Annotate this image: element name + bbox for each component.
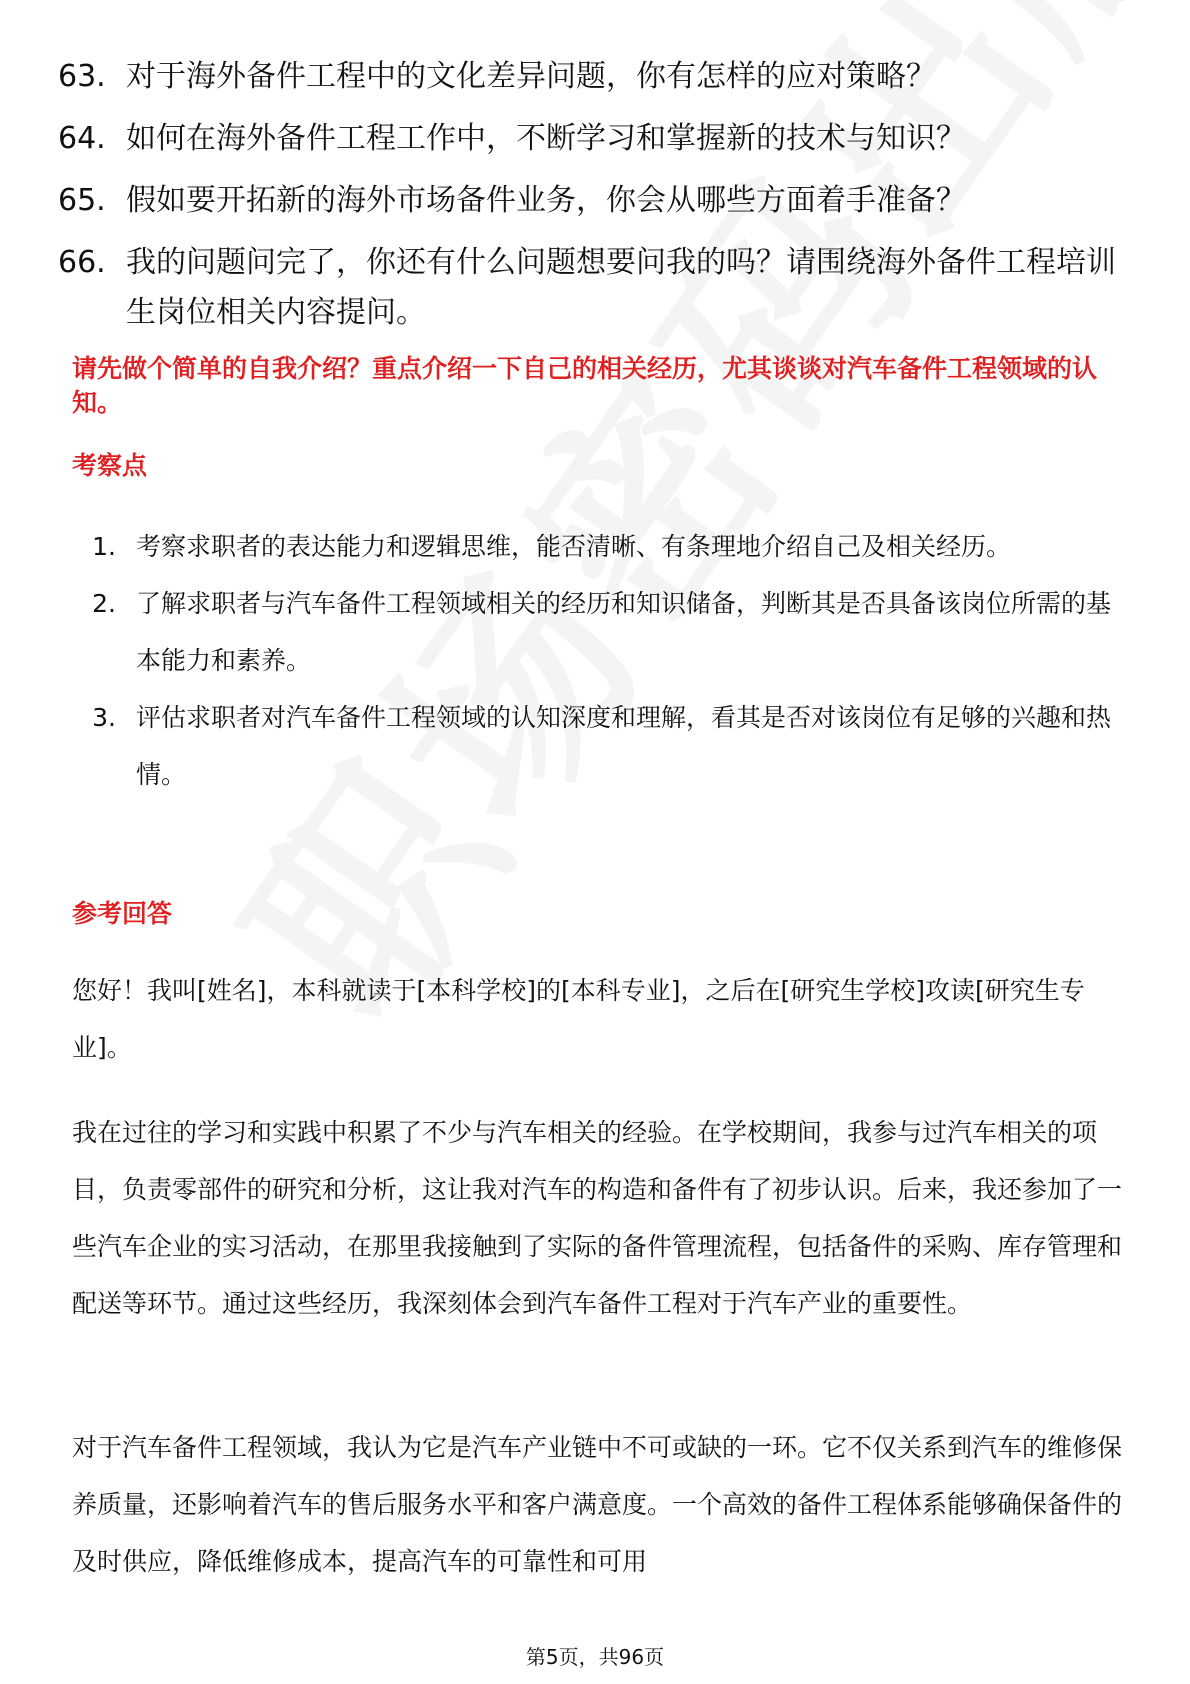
question-text: 如何在海外备件工程工作中，不断学习和掌握新的技术与知识？ — [126, 121, 966, 156]
point-number: 2. — [92, 589, 116, 618]
question-item — [58, 52, 1118, 102]
point-text: 了解求职者与汽车备件工程领域相关的经历和知识储备，判断其是否具备该岗位所需的基本能力和素养。 — [136, 589, 1112, 675]
highlight-question: 请先做个简单的自我介绍？重点介绍一下自己的相关经历，尤其谈谈对汽车备件工程领域的认知。 — [72, 354, 1098, 417]
point-item — [72, 575, 1122, 689]
question-number: 63. — [58, 59, 106, 94]
points-heading: 考察点 — [72, 451, 148, 480]
question-number: 64. — [58, 121, 106, 156]
point-text: 考察求职者的表达能力和逻辑思维，能否清晰、有条理地介绍自己及相关经历。 — [136, 532, 1012, 561]
question-list — [58, 52, 1118, 350]
question-number: 66. — [58, 245, 106, 280]
answer-paragraph: 我在过往的学习和实践中积累了不少与汽车相关的经验。在学校期间，我参与过汽车相关的项目，负责零部件的研究和分析，这让我对汽车的构造和备件有了初步认识。后来，我还参加了一些汽车企业的实习活动，在那里我接触到了实际的备件管理流程，包括备件的采购、库存管理和配送等环节。通过这些经历，我深刻体会到汽车备件工程对于汽车产业的重要性。 — [72, 1118, 1123, 1318]
point-text: 评估求职者对汽车备件工程领域的认知深度和理解，看其是否对该岗位有足够的兴趣和热情。 — [136, 703, 1112, 789]
answer-paragraph: 您好！我叫[姓名]，本科就读于[本科学校]的[本科专业]，之后在[研究生学校]攻读[研究生专业]。 — [72, 976, 1085, 1062]
question-item — [58, 176, 1118, 226]
page-footer: 第5页，共96页 — [525, 1645, 665, 1669]
answer-heading: 参考回答 — [72, 899, 173, 928]
point-item — [72, 689, 1122, 803]
answer-paragraph: 对于汽车备件工程领域，我认为它是汽车产业链中不可或缺的一环。它不仅关系到汽车的维修保养质量，还影响着汽车的售后服务水平和客户满意度。一个高效的备件工程体系能够确保备件的及时供应，降低维修成本，提高汽车的可靠性和可用 — [72, 1433, 1123, 1576]
point-number: 3. — [92, 703, 116, 732]
question-number: 65. — [58, 183, 106, 218]
question-item — [58, 238, 1118, 338]
question-text: 对于海外备件工程中的文化差异问题，你有怎样的应对策略？ — [126, 59, 936, 94]
point-number: 1. — [92, 532, 116, 561]
question-text: 假如要开拓新的海外市场备件业务，你会从哪些方面着手准备？ — [126, 183, 966, 218]
question-item — [58, 114, 1118, 164]
points-list — [72, 518, 1122, 803]
point-item — [72, 518, 1122, 575]
question-text: 我的问题问完了，你还有什么问题想要问我的吗？请围绕海外备件工程培训生岗位相关内容提问。 — [126, 245, 1116, 330]
